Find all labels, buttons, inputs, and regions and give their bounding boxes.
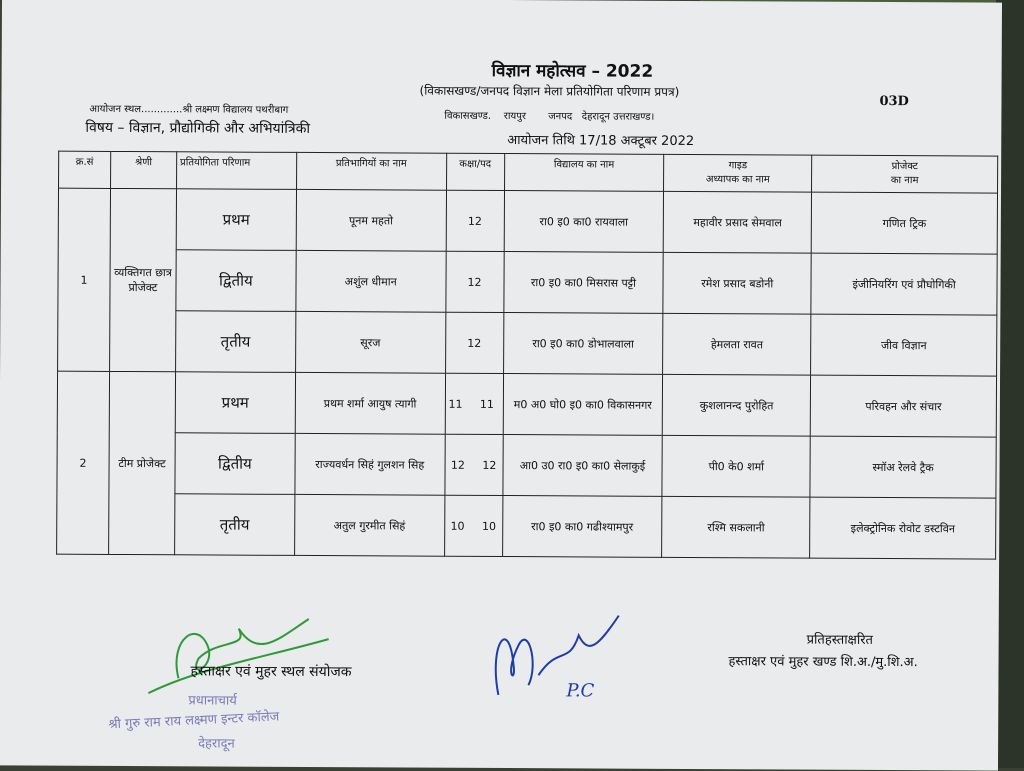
stamp-line-2: श्री गुरु राम राय लक्ष्मण इन्टर कॉलेज bbox=[108, 709, 280, 733]
position-cell: प्रथम bbox=[175, 372, 295, 434]
header-project: प्रोजेक्ट का नाम bbox=[812, 155, 998, 193]
school-cell: म0 अ0 घो0 इ0 का0 विकासनगर bbox=[503, 374, 663, 436]
guide-cell: रश्मि सकलानी bbox=[662, 496, 810, 558]
project-cell: इलेक्ट्रोनिक रोवोट डस्टविन bbox=[810, 497, 996, 559]
participant-cell: अतुल गुरमीत सिहं bbox=[294, 494, 444, 556]
class-value: 12 bbox=[482, 458, 497, 472]
project-cell: जीव विज्ञान bbox=[811, 314, 997, 376]
school-cell: रा0 इ0 का0 गढीश्यामपुर bbox=[502, 496, 662, 558]
school-cell: रा0 इ0 का0 डोभालवाला bbox=[503, 313, 663, 375]
stamp-line-1: प्रधानाचार्य bbox=[188, 693, 237, 709]
participant-cell: अशुंल धीमान bbox=[296, 250, 446, 312]
class-value: 10 bbox=[482, 519, 497, 533]
block-district-line bbox=[444, 108, 654, 123]
guide-cell: महावीर प्रसाद सेमवाल bbox=[664, 191, 812, 253]
position-cell: द्वितीय bbox=[175, 433, 295, 495]
header-category: श्रेणी bbox=[110, 151, 176, 188]
table-row bbox=[57, 371, 996, 437]
position-cell: द्वितीय bbox=[176, 250, 296, 312]
table-row bbox=[58, 188, 997, 254]
class-cell bbox=[445, 251, 503, 312]
category-cell: व्यक्तिगत छात्र प्रोजेक्ट bbox=[110, 188, 177, 371]
class-value: 11 bbox=[479, 397, 494, 411]
document-code: 03D bbox=[879, 93, 909, 110]
countersigned-label: प्रतिहस्ताक्षरित bbox=[806, 632, 874, 648]
district-value: देहरादून उत्तराखण्ड। bbox=[581, 111, 655, 123]
participant-cell: पूनम महतो bbox=[296, 189, 446, 251]
serial-number: 1 bbox=[58, 188, 111, 371]
project-cell: इंजीनियरिंग एवं प्रौघोगिकी bbox=[811, 253, 997, 315]
class-cell bbox=[446, 190, 504, 251]
participant-cell: प्रथम शर्मा आयुष त्यागी bbox=[295, 372, 445, 434]
results-table bbox=[56, 151, 998, 560]
table-row bbox=[57, 493, 996, 559]
class-value: 10 bbox=[450, 519, 465, 533]
coordinator-signature bbox=[138, 598, 339, 719]
project-cell: गणित ट्रिक bbox=[811, 192, 997, 254]
venue-line: आयोजन स्थल.............श्री लक्ष्मण विद्यालय पथरीबाग bbox=[89, 103, 289, 116]
guide-cell: हेमलता रावत bbox=[663, 313, 811, 375]
guide-cell: पी0 के0 शर्मा bbox=[662, 435, 810, 497]
header-result: प्रतियोगिता परिणाम bbox=[176, 152, 296, 190]
category-cell: टीम प्रोजेक्ट bbox=[109, 371, 176, 554]
pc-signature bbox=[468, 605, 639, 716]
serial-number: 2 bbox=[57, 371, 110, 554]
position-cell: प्रथम bbox=[176, 189, 296, 251]
class-cell bbox=[445, 373, 503, 434]
header-school: विद्यालय का नाम bbox=[504, 154, 664, 192]
subject-line: विषय – विज्ञान, प्रौद्योगिकी और अभियांत्रिकी bbox=[85, 119, 311, 138]
class-value: 12 bbox=[467, 336, 482, 350]
class-value: 11 bbox=[448, 397, 463, 411]
header-sno: क्र.सं bbox=[59, 151, 111, 188]
school-cell: रा0 इ0 का0 मिसरास पट्टी bbox=[503, 252, 663, 314]
class-value: 12 bbox=[450, 458, 465, 472]
header-guide: गाइड अध्यापक का नाम bbox=[664, 154, 812, 192]
header-class: कक्षा/पद bbox=[446, 153, 504, 190]
class-cell bbox=[444, 495, 502, 556]
table-header-row bbox=[59, 151, 998, 193]
class-cell bbox=[445, 312, 503, 373]
project-cell: परिवहन और संचार bbox=[810, 375, 996, 437]
project-cell: स्मॉअ रेलवे ट्रैक bbox=[810, 436, 996, 498]
guide-cell: रमेश प्रसाद बडोनी bbox=[663, 252, 811, 314]
document-title: विज्ञान महोत्सव – 2022 bbox=[491, 60, 654, 82]
block-officer-signature-label: हस्ताक्षर एवं मुहर खण्ड शि.अ./मु.शि.अ. bbox=[728, 654, 918, 671]
district-label: जनपद bbox=[548, 111, 573, 123]
event-date: आयोजन तिथि 17/18 अक्टूबर 2022 bbox=[507, 133, 695, 150]
table-row bbox=[58, 310, 997, 376]
position-cell: तृतीय bbox=[175, 311, 295, 373]
school-cell: रा0 इ0 का0 रायवाला bbox=[504, 191, 664, 253]
document-subtitle: (विकासखण्ड/जनपद विज्ञान मेला प्रतियोगिता परिणाम प्रपत्र) bbox=[419, 83, 680, 99]
block-value: रायपुर bbox=[503, 111, 527, 123]
coordinator-signature-label: हस्ताक्षर एवं मुहर स्थल संयोजक bbox=[190, 663, 352, 681]
table-row bbox=[57, 432, 996, 498]
stamp-line-3: देहरादून bbox=[198, 736, 235, 752]
participant-cell: सूरज bbox=[295, 311, 445, 373]
block-label: विकासखण्ड. bbox=[444, 110, 492, 122]
table-row bbox=[58, 249, 997, 315]
pc-signature-text: P.C bbox=[566, 680, 595, 702]
class-value: 12 bbox=[467, 214, 482, 228]
class-value: 12 bbox=[467, 275, 482, 289]
participant-cell: राज्यवर्धन सिहं गुलशन सिह bbox=[295, 433, 445, 495]
header-participants: प्रतिभागियों का नाम bbox=[296, 152, 446, 190]
class-cell bbox=[444, 434, 502, 495]
position-cell: तृतीय bbox=[175, 494, 295, 556]
school-cell: आ0 उ0 रा0 इ0 का0 सेलाकुई bbox=[502, 435, 662, 497]
guide-cell: कुशलानन्द पुरोहित bbox=[663, 374, 811, 436]
